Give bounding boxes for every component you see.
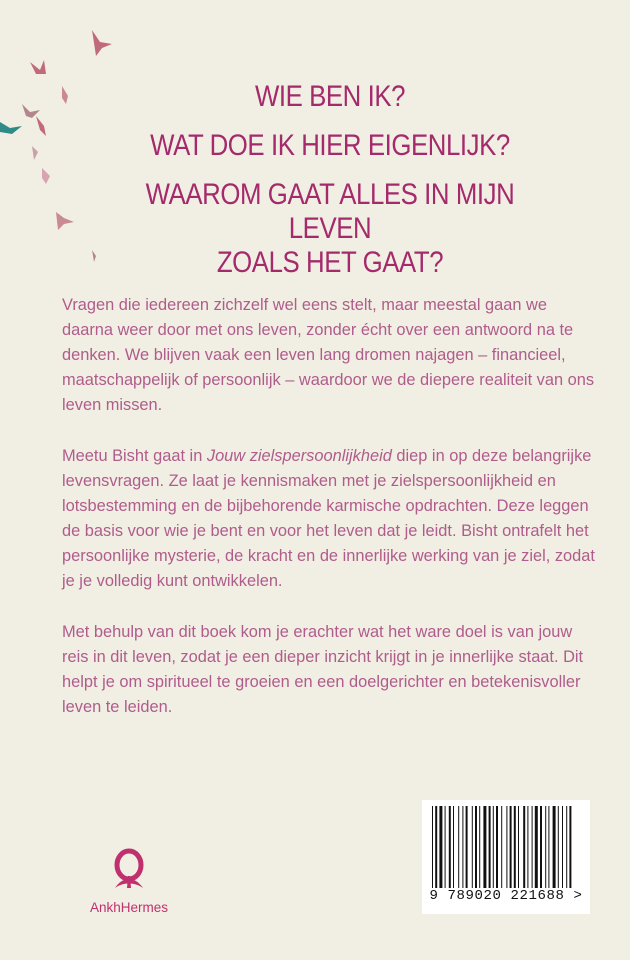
bird-icon <box>42 168 50 184</box>
ankh-logo-icon <box>109 848 149 898</box>
bird-icon <box>22 104 40 118</box>
heading-question-1: WIE BEN IK? <box>254 80 406 113</box>
heading-question-3: WAAROM GAAT ALLES IN MIJN LEVEN ZOALS HET GAAT? <box>145 178 515 279</box>
bird-icon <box>56 212 74 230</box>
bird-icon <box>36 116 46 136</box>
paragraph-2-intro: Meetu Bisht gaat in <box>62 447 207 465</box>
bird-icon <box>0 122 22 134</box>
blurb <box>62 293 602 746</box>
publisher-name: AnkhHermes <box>89 900 169 915</box>
bird-icon <box>92 250 96 262</box>
blurb-paragraph-1: Vragen die iedereen zichzelf wel eens stelt, maar meestal gaan we daarna weer door met ons leven, zonder écht over een antwoord na te denken. We blijven vaak een leven lang dromen najagen – financieel, maatschappelijk of persoonlijk – waardoor we de diepere realiteit van ons leven missen. <box>62 296 595 414</box>
publisher-logo <box>84 848 174 928</box>
paragraph-2-rest: diep in op deze belangrijke levensvragen. Ze laat je kennismaken met je zielspersoonlijkheid en lotsbestemming en de bijbehorende karmische opdrachten. Deze leggen de basis voor wie je bent en voor het leven dat je leidt. Bisht ontrafelt het persoonlijke mysterie, de kracht en de innerlijke werking van je ziel, zodat je je volledig kunt ontwikkelen. <box>62 447 595 590</box>
blurb-paragraph-3: Met behulp van dit boek kom je erachter wat het ware doel is van jouw reis in dit leven, zodat je een dieper inzicht krijgt in je innerlijke staat. Dit helpt je om spiritueel te groeien en een doelgerichter en betekenisvoller leven te leiden. <box>62 623 584 716</box>
blurb-paragraph-2 <box>62 444 602 594</box>
isbn-barcode <box>422 800 590 914</box>
book-title: Jouw zielspersoonlijkheid <box>206 447 392 465</box>
bird-icon <box>62 86 68 104</box>
bird-icon <box>30 60 46 74</box>
heading-question-2: WAT DOE IK HIER EIGENLIJK? <box>150 129 510 162</box>
barcode-bars <box>430 806 582 888</box>
cover-questions <box>124 80 537 280</box>
isbn-number: 9 789020 221688 > <box>429 888 583 904</box>
bird-icon <box>32 146 38 160</box>
birds-illustration <box>0 0 140 300</box>
bird-icon <box>92 30 112 56</box>
